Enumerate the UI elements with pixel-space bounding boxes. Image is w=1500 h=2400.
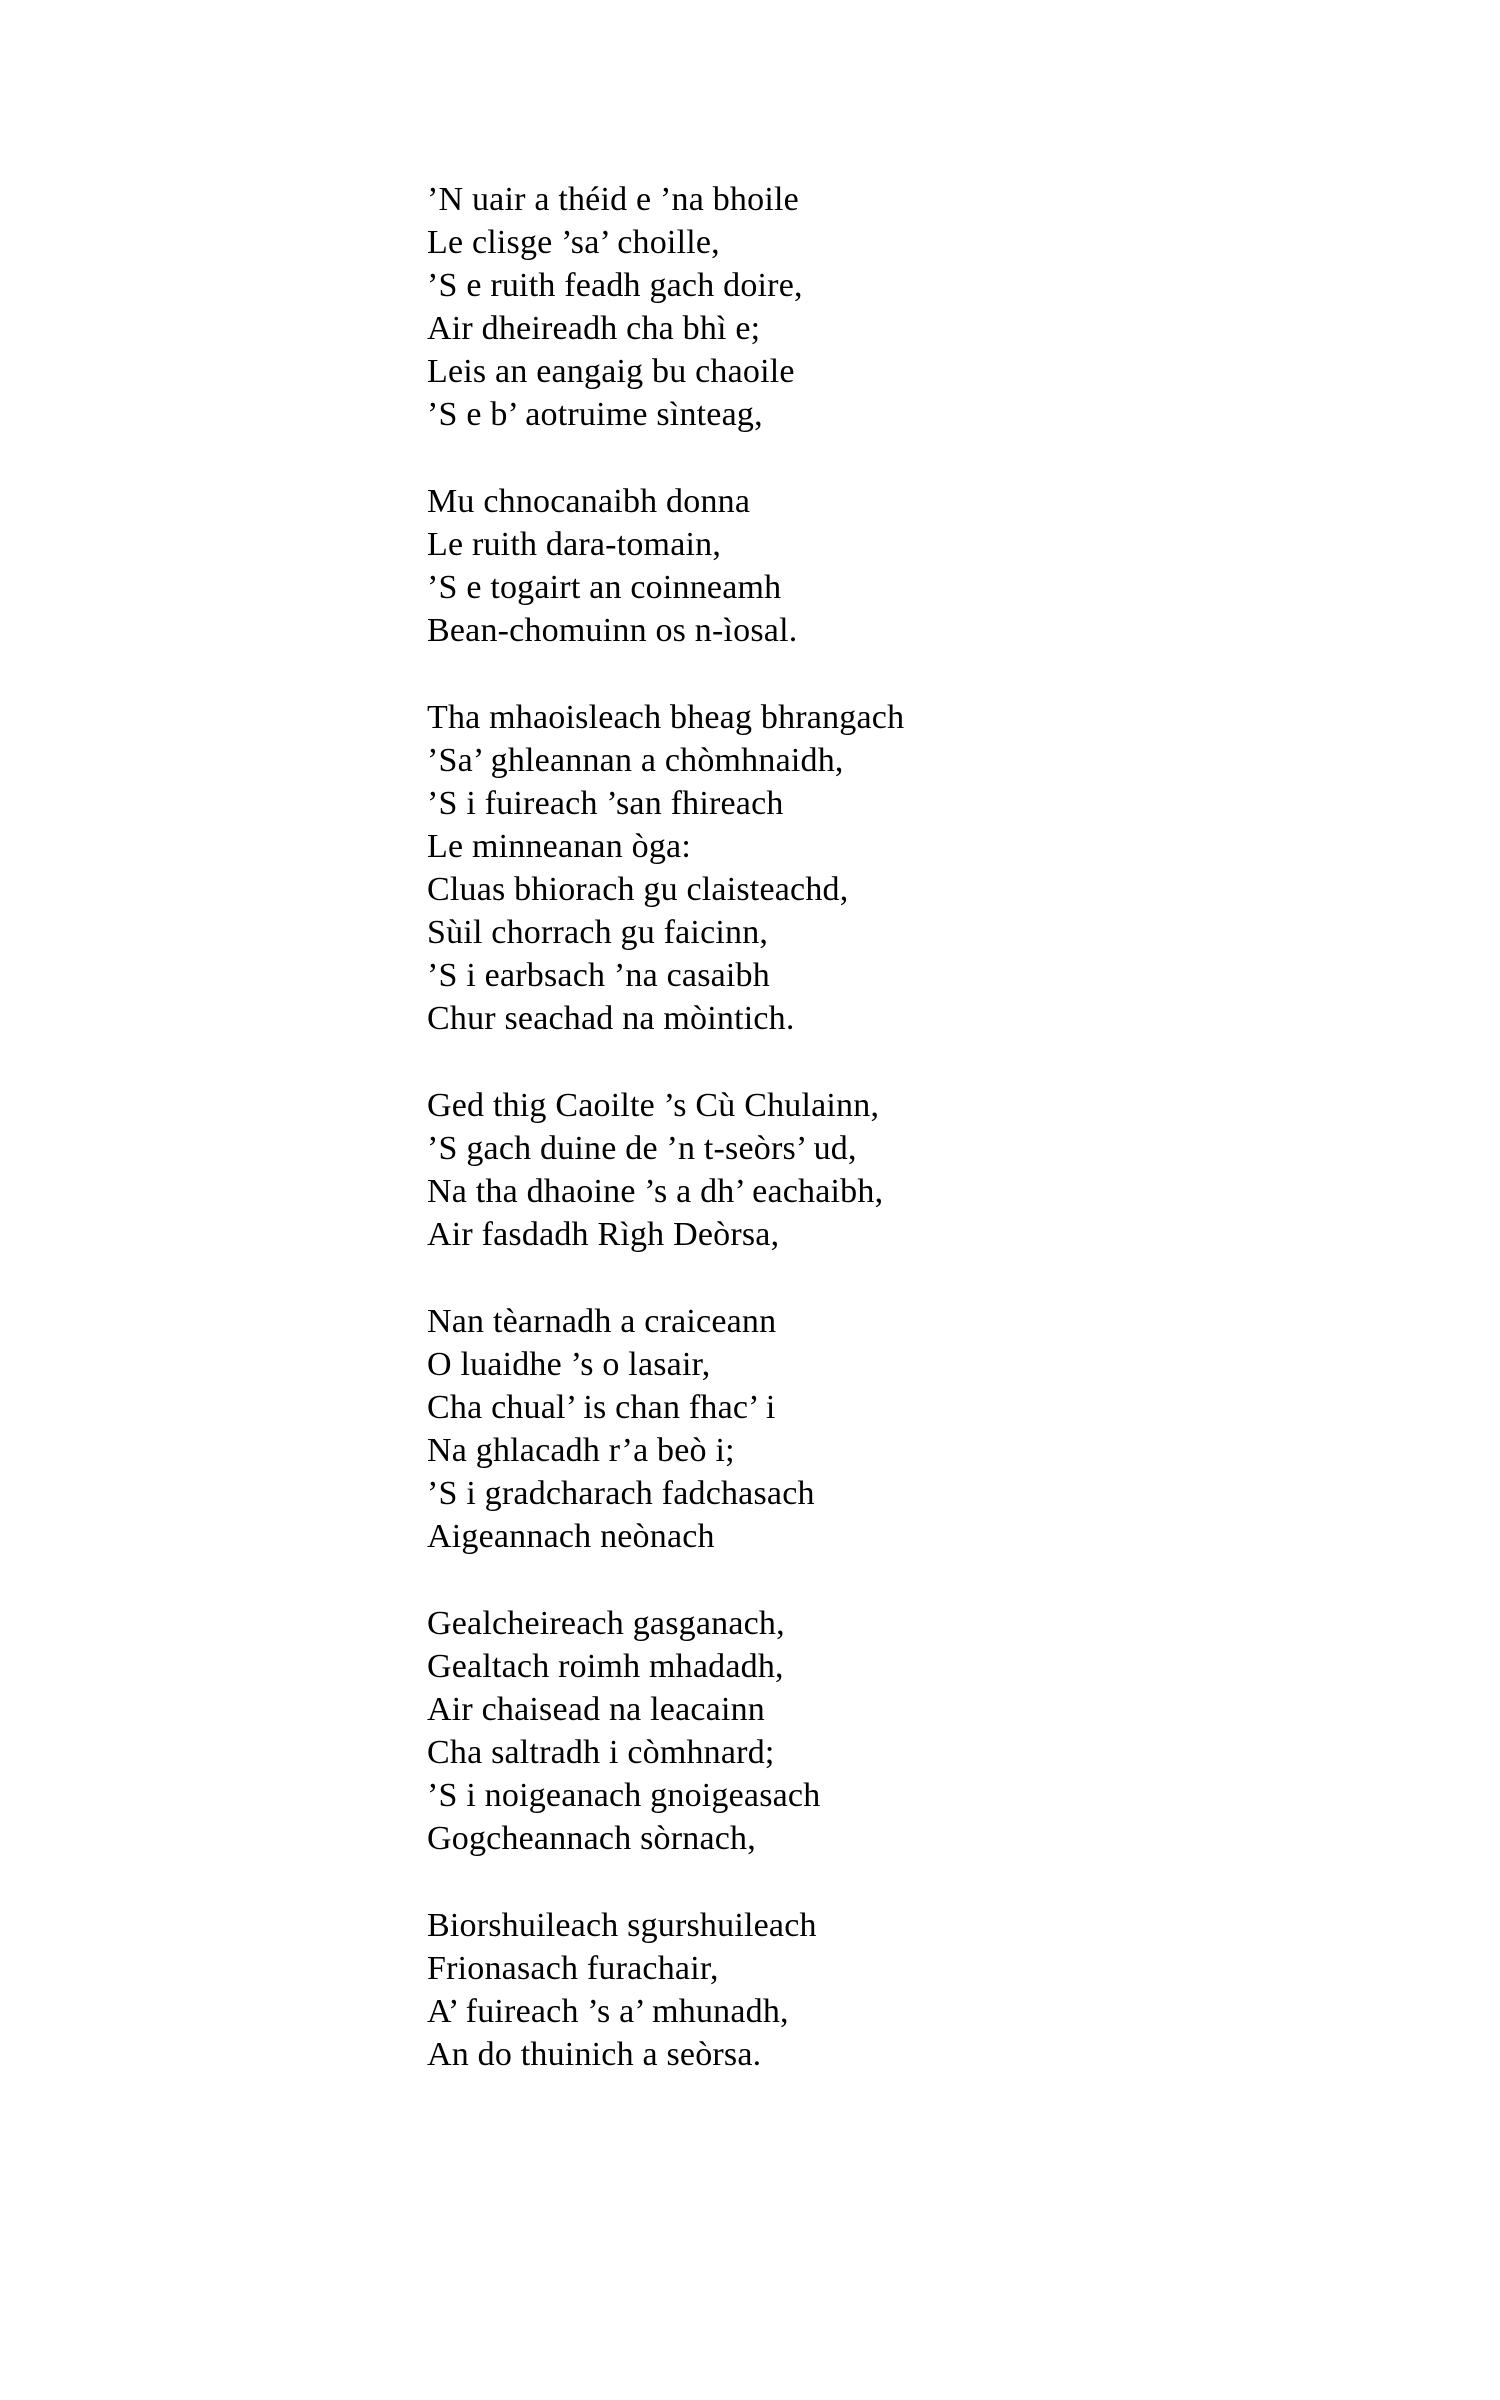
- poem-line: Na ghlacadh r’a beò i;: [427, 1432, 735, 1469]
- poem-line: Le ruith dara-tomain,: [427, 526, 722, 563]
- poem-line: Cha chual’ is chan fhac’ i: [427, 1389, 776, 1426]
- poem-line: Nan tèarnadh a craiceann: [427, 1303, 777, 1340]
- poem-line: ’S i earbsach ’na casaibh: [427, 957, 770, 994]
- poem-line: ’S i fuireach ’san fhireach: [427, 785, 784, 822]
- poem-line: Cluas bhiorach gu claisteachd,: [427, 871, 849, 908]
- poem-line: O luaidhe ’s o lasair,: [427, 1346, 711, 1383]
- poem-line: Le clisge ’sa’ choille,: [427, 224, 720, 261]
- poem-line: Air chaisead na leacainn: [427, 1691, 766, 1728]
- poem-line: Chur seachad na mòintich.: [427, 1000, 795, 1037]
- poem-stanza-6: [427, 1602, 1077, 1860]
- poem-stanza-3: [427, 696, 1077, 1040]
- poem-line: Biorshuileach sgurshuileach: [427, 1907, 817, 1944]
- poem-stanza-2: [427, 480, 1077, 652]
- poem-stanza-1: [427, 178, 1077, 436]
- poem-line: Frionasach furachair,: [427, 1950, 719, 1987]
- poem-line: Ged thig Caoilte ’s Cù Chulainn,: [427, 1087, 880, 1124]
- poem-line: Leis an eangaig bu chaoile: [427, 353, 795, 390]
- poem-line: ’S e ruith feadh gach doire,: [427, 267, 803, 304]
- poem-stanza-7: [427, 1904, 1077, 2076]
- poem-line: Sùil chorrach gu faicinn,: [427, 914, 769, 951]
- poem-line: Mu chnocanaibh donna: [427, 483, 751, 520]
- poem-line: ’S gach duine de ’n t-seòrs’ ud,: [427, 1130, 857, 1167]
- poem-line: ’S e b’ aotruime sìnteag,: [427, 396, 763, 433]
- poem-line: ’S e togairt an coinneamh: [427, 569, 782, 606]
- poem-line: An do thuinich a seòrsa.: [427, 2036, 762, 2073]
- poem-line: Aigeannach neònach: [427, 1518, 715, 1555]
- poem-line: Air fasdadh Rìgh Deòrsa,: [427, 1216, 780, 1253]
- poem-line: Gealtach roimh mhadadh,: [427, 1648, 784, 1685]
- poem-line: Cha saltradh i còmhnard;: [427, 1734, 775, 1771]
- poem-text-block: [427, 178, 1077, 2076]
- poem-line: ’S i gradcharach fadchasach: [427, 1475, 815, 1512]
- poem-line: Tha mhaoisleach bheag bhrangach: [427, 699, 905, 736]
- poem-line: Bean-chomuinn os n-ìosal.: [427, 612, 798, 649]
- poem-line: ’Sa’ ghleannan a chòmhnaidh,: [427, 742, 844, 779]
- poem-stanza-4: [427, 1084, 1077, 1256]
- poem-line: ’S i noigeanach gnoigeasach: [427, 1777, 821, 1814]
- poem-stanza-5: [427, 1300, 1077, 1558]
- poem-line: Gealcheireach gasganach,: [427, 1605, 785, 1642]
- poem-line: ’N uair a théid e ’na bhoile: [427, 181, 799, 218]
- poem-line: A’ fuireach ’s a’ mhunadh,: [427, 1993, 789, 2030]
- poem-line: Le minneanan òga:: [427, 828, 691, 865]
- poem-line: Gogcheannach sòrnach,: [427, 1820, 756, 1857]
- poem-line: Air dheireadh cha bhì e;: [427, 310, 761, 347]
- poem-line: Na tha dhaoine ’s a dh’ eachaibh,: [427, 1173, 884, 1210]
